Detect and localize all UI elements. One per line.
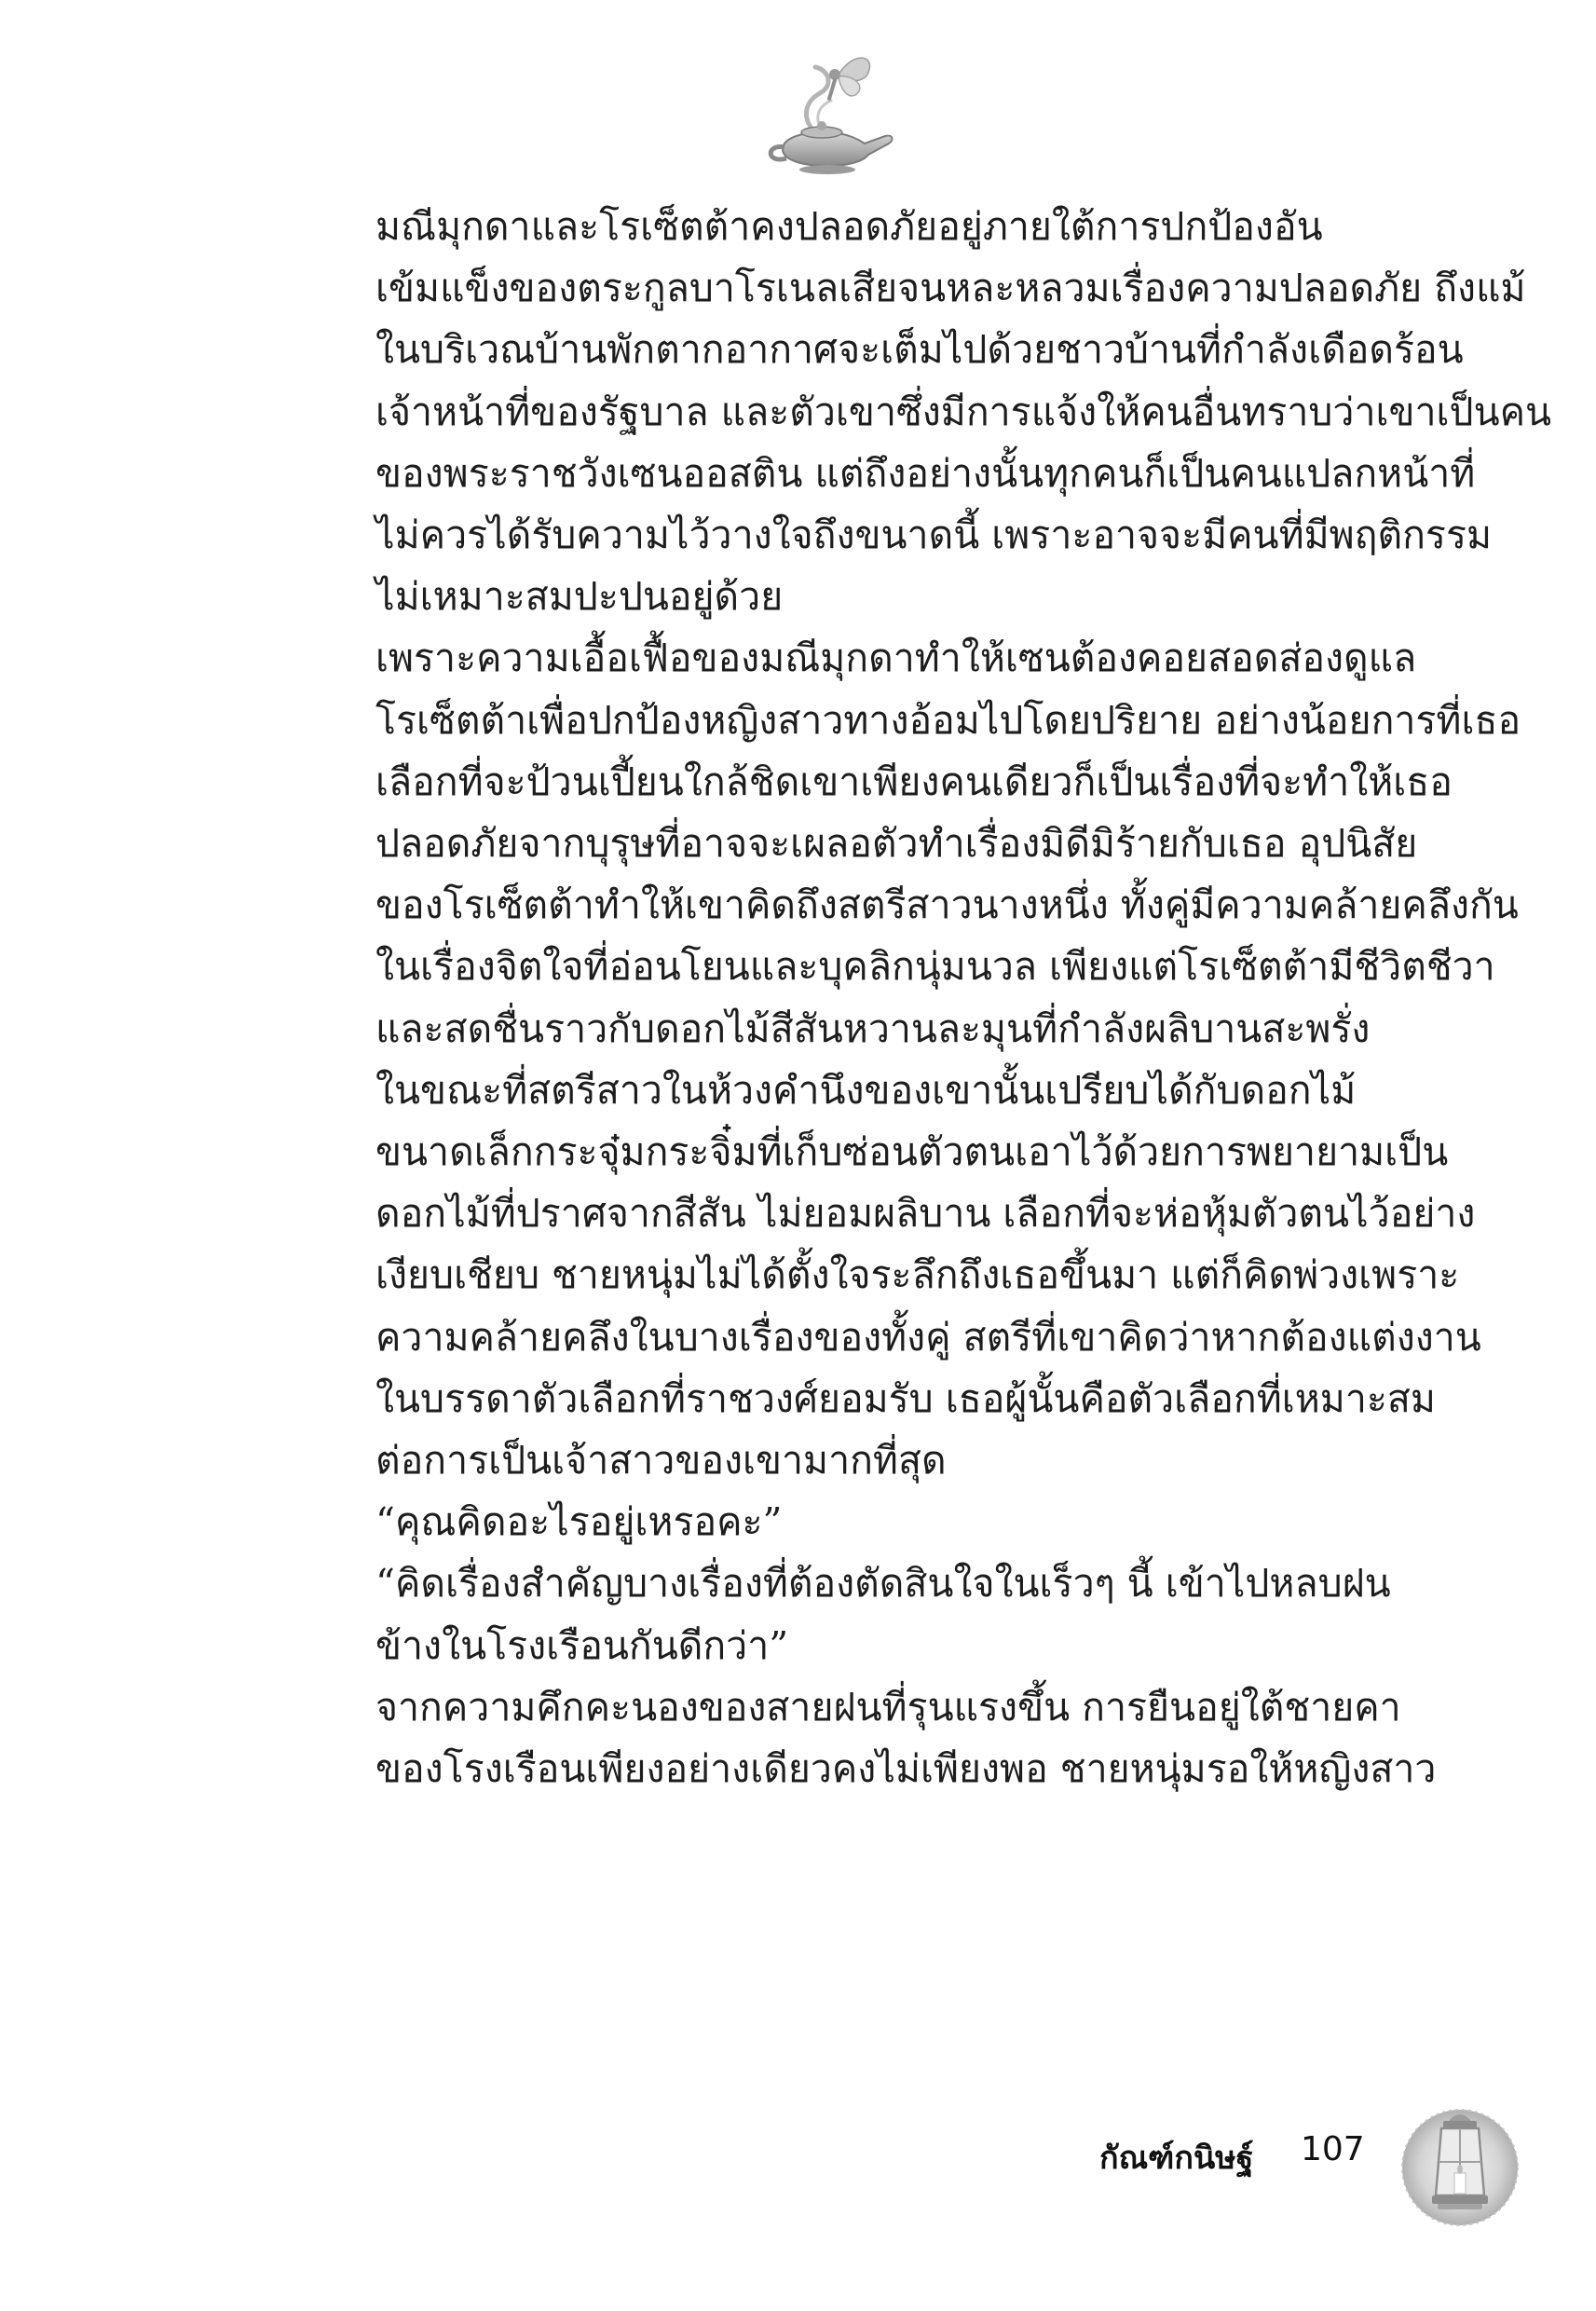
text-line: ปลอดภัยจากบุรุษที่อาจจะเผลอตัวทำเรื่องมิดีมิร้ายกับเธอ อุปนิสัย: [375, 821, 1418, 867]
genie-lamp-with-fairy-icon: [745, 47, 904, 177]
dialogue-paragraph: [266, 1491, 1400, 1552]
text-line: ในบริเวณบ้านพักตากอากาศจะเต็มไปด้วยชาวบ้านที่กำลังเดือดร้อน: [375, 327, 1464, 373]
text-line: “คุณคิดอะไรอยู่เหรอคะ”: [375, 1499, 783, 1545]
book-title: กัณฑ์กนิษฐ์: [1099, 2140, 1254, 2177]
text-line: ในเรื่องจิตใจที่อ่อนโยนและบุคลิกนุ่มนวล เพียงแต่โรเซ็ตต้ามีชีวิตชีวา: [375, 944, 1495, 990]
text-line: มณีมุกดาและโรเซ็ตต้าคงปลอดภัยอยู่ภายใต้การปกป้องอัน: [375, 204, 1323, 249]
paragraph: [266, 1676, 1437, 1799]
body-text: [266, 196, 1552, 1799]
text-line: ของโรงเรือนเพียงอย่างเดียวคงไม่เพียงพอ ชายหนุ่มรอให้หญิงสาว: [375, 1746, 1437, 1792]
text-line: ไม่เหมาะสมปะปนอยู่ด้วย: [375, 574, 784, 620]
text-line: โรเซ็ตต้าเพื่อปกป้องหญิงสาวทางอ้อมไปโดยปริยาย อย่างน้อยการที่เธอ: [375, 697, 1521, 743]
text-line: จากความคึกคะนองของสายฝนที่รุนแรงขึ้น การยืนอยู่ใต้ชายคา: [375, 1684, 1401, 1730]
text-line: ในขณะที่สตรีสาวในห้วงคำนึงของเขานั้นเปรียบได้กับดอกไม้: [375, 1067, 1357, 1113]
text-line: เจ้าหน้าที่ของรัฐบาล และตัวเขาซึ่งมีการแจ้งให้คนอื่นทราบว่าเขาเป็นคน: [375, 389, 1552, 434]
text-line: และสดชื่นราวกับดอกไม้สีสันหวานละมุนที่กำลังผลิบานสะพรั่ง: [375, 1005, 1371, 1051]
text-line: เลือกที่จะป้วนเปี้ยนใกล้ชิดเขาเพียงคนเดียวก็เป็นเรื่องที่จะทำให้เธอ: [375, 759, 1453, 804]
text-line: เข้มแข็งของตระกูลบาโรเนลเสียจนหละหลวมเรื่องความปลอดภัย ถึงแม้: [375, 266, 1526, 311]
page-number: 107: [1301, 2130, 1365, 2168]
paragraph: [266, 196, 1552, 627]
text-line: ไม่ควรได้รับความไว้วางใจถึงขนาดนี้ เพราะอาจจะมีคนที่มีพฤติกรรม: [375, 513, 1492, 558]
lantern-icon: [1395, 2095, 1525, 2235]
text-line: ของพระราชวังเซนออสติน แต่ถึงอย่างนั้นทุกคนก็เป็นคนแปลกหน้าที่: [375, 450, 1476, 496]
text-line: เพราะความเอื้อเฟื้อของมณีมุกดาทำให้เซนต้องคอยสอดส่องดูแล: [375, 636, 1417, 681]
text-line: เงียบเชียบ ชายหนุ่มไม่ได้ตั้งใจระลึกถึงเธอขึ้นมา แต่ก็คิดพ่วงเพราะ: [375, 1252, 1460, 1298]
text-line: ความคล้ายคลึงในบางเรื่องของทั้งคู่ สตรีที่เขาคิดว่าหากต้องแต่งงาน: [375, 1314, 1481, 1360]
text-line: ขนาดเล็กกระจุ๋มกระจิ๋มที่เก็บซ่อนตัวตนเอาไว้ด้วยการพยายามเป็น: [375, 1129, 1449, 1175]
text-line: ต่อการเป็นเจ้าสาวของเขามากที่สุด: [375, 1438, 947, 1484]
paragraph: [266, 627, 1521, 1059]
text-line: ของโรเซ็ตต้าทำให้เขาคิดถึงสตรีสาวนางหนึ่ง ทั้งคู่มีความคล้ายคลึงกัน: [375, 882, 1519, 928]
dialogue-paragraph: [266, 1552, 1400, 1675]
text-line: ดอกไม้ที่ปราศจากสีสัน ไม่ยอมผลิบาน เลือกที่จะห่อหุ้มตัวตนไว้อย่าง: [375, 1191, 1476, 1237]
text-line: ในบรรดาตัวเลือกที่ราชวงศ์ยอมรับ เธอผู้นั้นคือตัวเลือกที่เหมาะสม: [375, 1375, 1436, 1421]
text-line: ข้างในโรงเรือนกันดีกว่า”: [375, 1622, 789, 1668]
text-line: “คิดเรื่องสำคัญบางเรื่องที่ต้องตัดสินใจในเร็วๆ นี้ เข้าไปหลบฝน: [375, 1561, 1391, 1607]
paragraph: [266, 1060, 1481, 1491]
